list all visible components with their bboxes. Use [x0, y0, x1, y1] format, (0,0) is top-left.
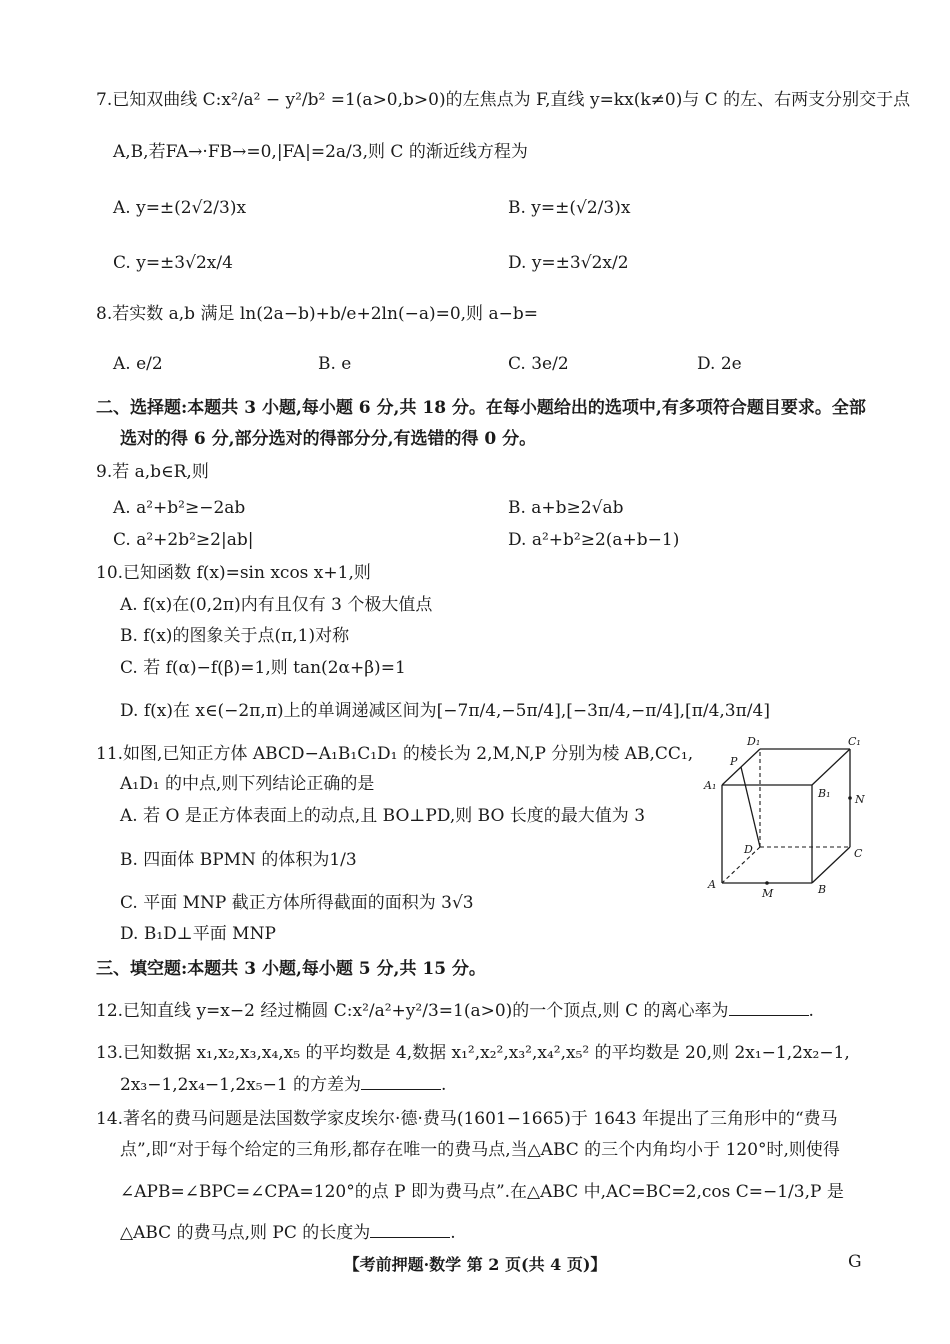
q12-stem: 12.已知直线 y=x−2 经过椭圆 C:x²/a²+y²/3=1(a>0)的一个顶点,则 C 的离心率为: [96, 1001, 729, 1021]
label-c: C: [854, 847, 863, 860]
section3-heading: 三、填空题:本题共 3 小题,每小题 5 分,共 15 分。: [96, 959, 486, 979]
q7-option-b: B. y=±(√2/3)x: [508, 198, 631, 218]
q7-stem-line1: 7.已知双曲线 C:x²/a² − y²/b² =1(a>0,b>0)的左焦点为 F,直线 y=kx(k≠0)与 C 的左、右两支分别交于点: [96, 90, 911, 110]
q13-stem-line1: 13.已知数据 x₁,x₂,x₃,x₄,x₅ 的平均数是 4,数据 x₁²,x₂²,x₃²,x₄²,x₅² 的平均数是 20,则 2x₁−1,2x₂−1,: [96, 1043, 850, 1063]
q9-option-a: A. a²+b²≥−2ab: [113, 498, 246, 518]
label-a1: A₁: [704, 779, 717, 792]
q7-option-d: D. y=±3√2x/2: [508, 253, 629, 273]
q7-stem-line2: A,B,若FA→·FB→=0,|FA|=2a/3,则 C 的渐近线方程为: [113, 142, 528, 162]
section2-heading-cont: 选对的得 6 分,部分选对的得部分分,有选错的得 0 分。: [120, 429, 537, 449]
q13-stem-line2: 2x₃−1,2x₄−1,2x₅−1 的方差为: [120, 1075, 362, 1095]
q14-line1: 14.著名的费马问题是法国数学家皮埃尔·德·费马(1601−1665)于 1643 年提出了三角形中的“费马: [96, 1109, 838, 1129]
edge-c1-b1: [812, 749, 850, 785]
q13-line2: [120, 1073, 446, 1097]
q14-line3: ∠APB=∠BPC=∠CPA=120°的点 P 即为费马点”.在△ABC 中,AC=BC=2,cos C=−1/3,P 是: [120, 1182, 844, 1202]
q9-option-d: D. a²+b²≥2(a+b−1): [508, 530, 680, 550]
label-d: D: [744, 843, 753, 856]
point-m: [765, 881, 769, 885]
q10-option-a: A. f(x)在(0,2π)内有且仅有 3 个极大值点: [120, 595, 433, 615]
section2-heading: 二、选择题:本题共 3 小题,每小题 6 分,共 18 分。在每小题给出的选项中,有多项符合题目要求。全部: [96, 398, 866, 418]
q11-option-b: B. 四面体 BPMN 的体积为1/3: [120, 850, 357, 870]
q9-option-b: B. a+b≥2√ab: [508, 498, 624, 518]
label-c1: C₁: [848, 735, 861, 748]
q12-line: [96, 999, 814, 1023]
q8-option-d: D. 2e: [697, 354, 742, 374]
q14-end: .: [450, 1223, 456, 1243]
label-b: B: [818, 883, 827, 896]
label-p: P: [730, 755, 738, 768]
edge-c-b: [812, 847, 850, 883]
q8-option-c: C. 3e/2: [508, 354, 569, 374]
cube-figure: [700, 735, 870, 900]
q14-line2: 点”,即“对于每个给定的三角形,都存在唯一的费马点,当△ABC 的三个内角均小于 120°时,则使得: [120, 1140, 840, 1160]
segment-p-d: [741, 767, 760, 847]
q11-option-a: A. 若 O 是正方体表面上的动点,且 BO⊥PD,则 BO 长度的最大值为 3: [120, 806, 646, 826]
label-b1: B₁: [818, 787, 831, 800]
q8-option-b: B. e: [318, 354, 352, 374]
label-m: M: [762, 887, 774, 900]
q11-stem-line1: 11.如图,已知正方体 ABCD−A₁B₁C₁D₁ 的棱长为 2,M,N,P 分别为棱 AB,CC₁,: [96, 744, 694, 764]
point-n: [848, 796, 852, 800]
q14-answer-blank[interactable]: [370, 1221, 450, 1238]
label-n: N: [855, 793, 865, 806]
page-footer: 【考前押题·数学 第 2 页(共 4 页)】: [343, 1255, 607, 1274]
q10-option-d: D. f(x)在 x∈(−2π,π)上的单调递减区间为[−7π/4,−5π/4],[−3π/4,−π/4],[π/4,3π/4]: [120, 701, 770, 721]
q10-stem: 10.已知函数 f(x)=sin xcos x+1,则: [96, 563, 371, 583]
q11-option-c: C. 平面 MNP 截正方体所得截面的面积为 3√3: [120, 893, 474, 913]
q9-option-c: C. a²+2b²≥2|ab|: [113, 530, 254, 550]
q13-end: .: [441, 1075, 447, 1095]
q12-end: .: [808, 1001, 814, 1021]
q14-line4: △ABC 的费马点,则 PC 的长度为: [120, 1223, 371, 1243]
q8-option-a: A. e/2: [113, 354, 163, 374]
q10-option-b: B. f(x)的图象关于点(π,1)对称: [120, 626, 350, 646]
version-mark: G: [848, 1252, 862, 1272]
q11-option-d: D. B₁D⊥平面 MNP: [120, 924, 276, 944]
label-d1: D₁: [747, 735, 761, 748]
edge-d-a: [722, 847, 760, 883]
q7-option-a: A. y=±(2√2/3)x: [113, 198, 247, 218]
q8-stem: 8.若实数 a,b 满足 ln(2a−b)+b/e+2ln(−a)=0,则 a−b=: [96, 304, 538, 324]
q12-answer-blank[interactable]: [729, 999, 809, 1016]
label-a: A: [708, 878, 716, 891]
q7-option-c: C. y=±3√2x/4: [113, 253, 233, 273]
q14-line4-row: [120, 1221, 456, 1245]
q9-stem: 9.若 a,b∈R,则: [96, 462, 209, 482]
q10-option-c: C. 若 f(α)−f(β)=1,则 tan(2α+β)=1: [120, 658, 406, 678]
q13-answer-blank[interactable]: [361, 1073, 441, 1090]
q11-stem-line2: A₁D₁ 的中点,则下列结论正确的是: [120, 774, 375, 794]
